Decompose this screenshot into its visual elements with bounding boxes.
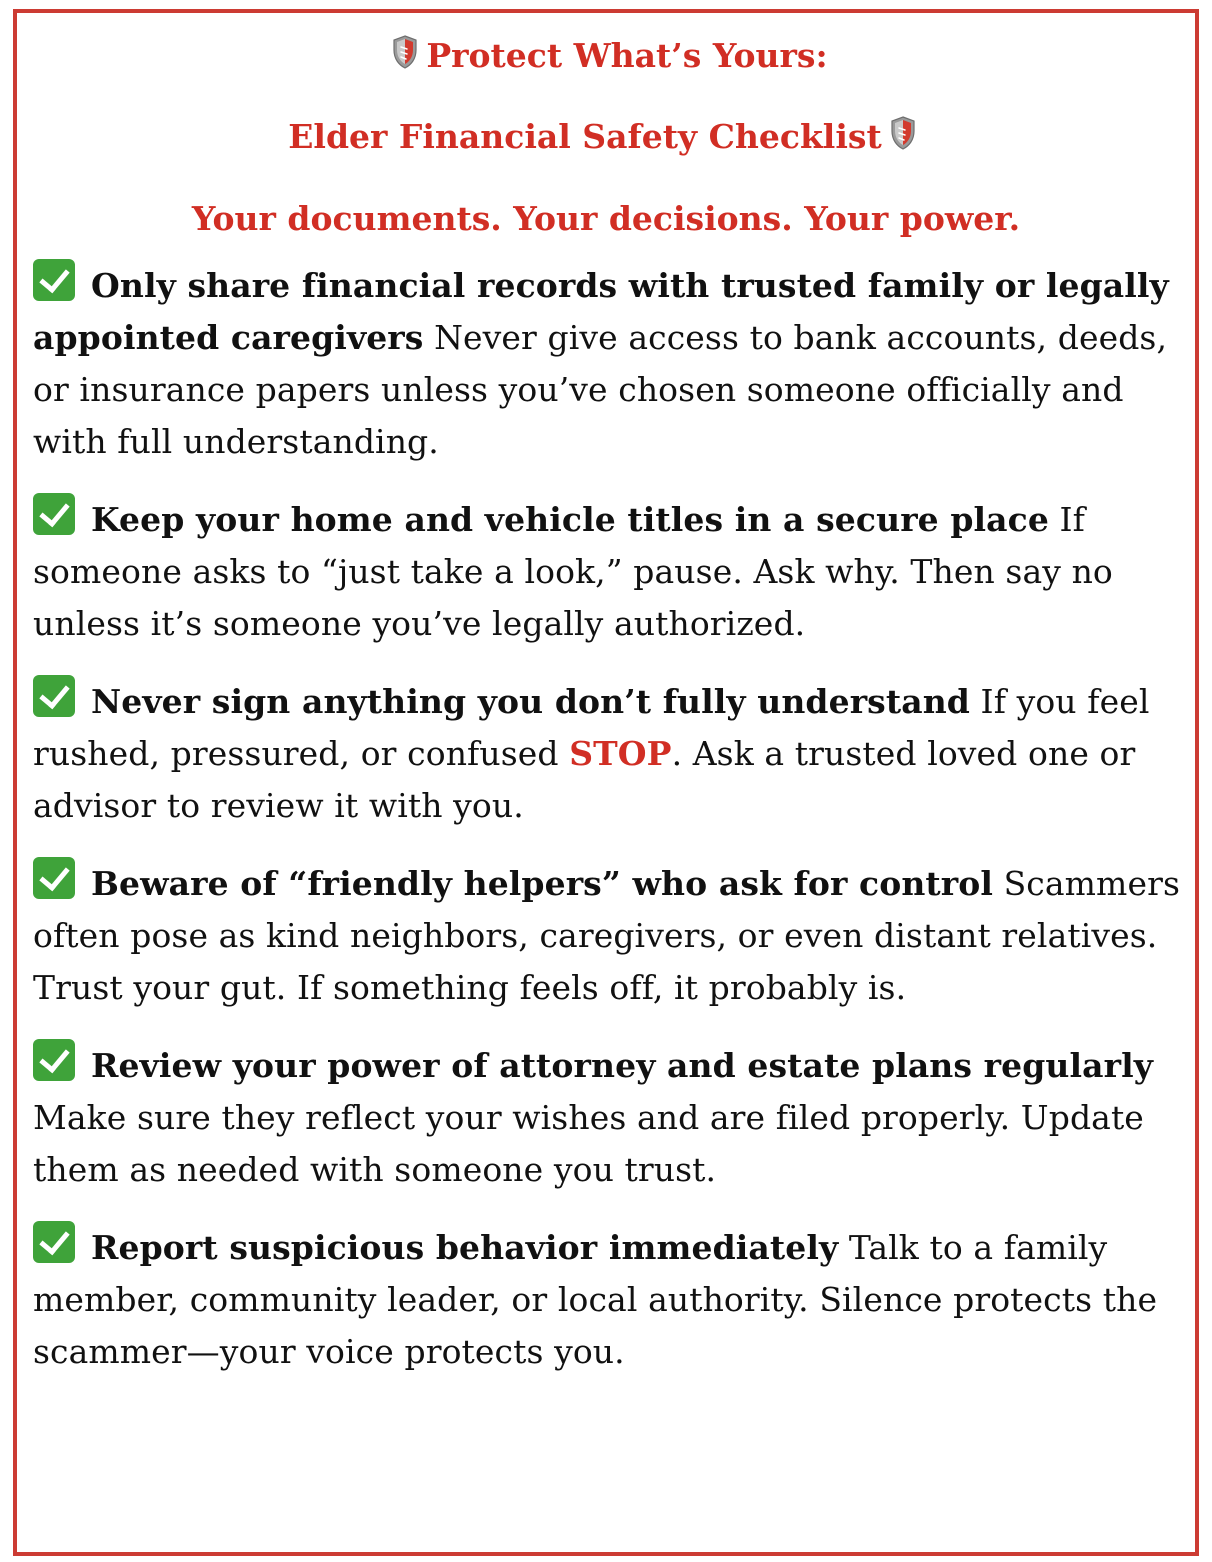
- item-body: Make sure they reflect your wishes and are filed properly. Update them as needed with someone you trust.: [33, 1098, 1144, 1189]
- tagline: Your documents. Your decisions. Your power.: [191, 199, 1021, 238]
- item-body: If you feel rushed, pressured, or confused: [33, 682, 1150, 773]
- check-mark-icon: [33, 675, 75, 717]
- shield-icon: [890, 97, 916, 131]
- title-line-1: [17, 17, 1195, 95]
- item-heading: Never sign anything you don’t fully understand: [91, 682, 970, 721]
- page-title: Protect What’s Yours:: [426, 36, 828, 75]
- item-body: If someone asks to “just take a look,” pause. Ask why. Then say no unless it’s someone you’ve legally authorized.: [33, 500, 1113, 643]
- checklist-item: [33, 259, 1181, 468]
- checklist-item: [33, 857, 1181, 1014]
- check-mark-icon: [33, 1221, 75, 1263]
- item-body: Scammers often pose as kind neighbors, caregivers, or even distant relatives. Trust your gut. If something feels off, it probably is.: [33, 864, 1180, 1007]
- header: [17, 17, 1195, 259]
- check-mark-icon: [33, 259, 75, 301]
- item-heading: Review your power of attorney and estate plans regularly: [91, 1046, 1154, 1085]
- title-line-2: [17, 95, 1195, 179]
- item-body: Talk to a family member, community leader, or local authority. Silence protects the scammer—your voice protects you.: [33, 1228, 1158, 1371]
- stop-emphasis: STOP: [569, 734, 672, 773]
- item-heading: Beware of “friendly helpers” who ask for control: [91, 864, 994, 903]
- check-mark-icon: [33, 1039, 75, 1081]
- check-mark-icon: [33, 493, 75, 535]
- item-heading: Only share financial records with trusted family or legally appointed caregivers: [33, 266, 1169, 357]
- item-body: . Ask a trusted loved one or advisor to review it with you.: [33, 734, 1136, 825]
- item-heading: Keep your home and vehicle titles in a secure place: [91, 500, 1049, 539]
- check-mark-icon: [33, 857, 75, 899]
- checklist: [17, 259, 1195, 1378]
- item-body: Never give access to bank accounts, deeds, or insurance papers unless you’ve chosen someone officially and with full understanding.: [33, 318, 1168, 461]
- checklist-item: [33, 675, 1181, 832]
- checklist-item: [33, 1221, 1181, 1378]
- checklist-frame: [13, 9, 1199, 1556]
- page-subtitle: Elder Financial Safety Checklist: [288, 117, 882, 156]
- checklist-item: [33, 1039, 1181, 1196]
- shield-icon: [392, 19, 418, 53]
- checklist-item: [33, 493, 1181, 650]
- item-heading: Report suspicious behavior immediately: [91, 1228, 839, 1267]
